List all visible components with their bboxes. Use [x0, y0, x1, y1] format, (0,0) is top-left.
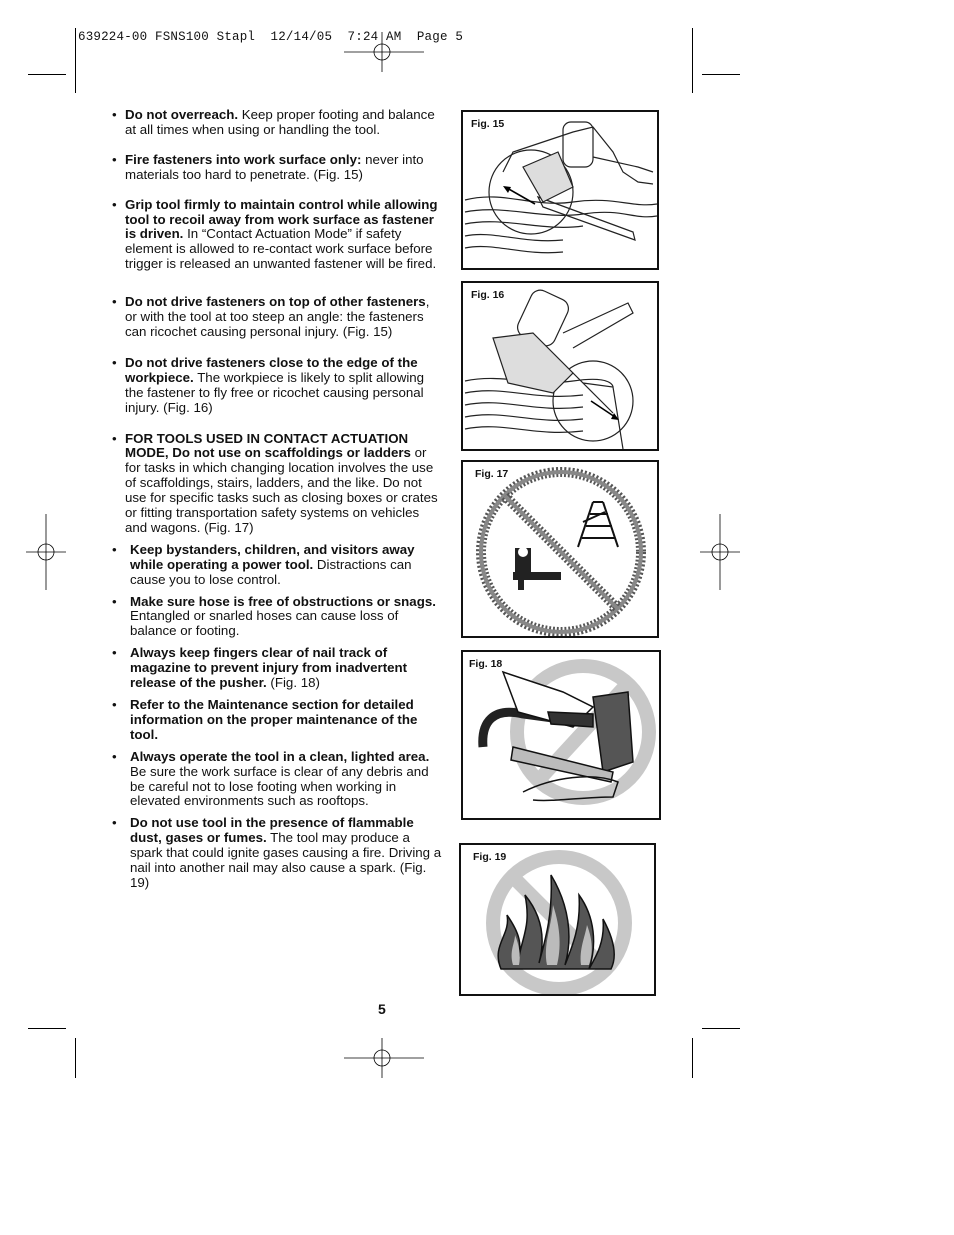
- list-item: • Do not use tool in the presence of flammable dust, gases or fumes. The tool may produce a spark that could ignite gases causing a fire. Driving a nail into another nail may also cause a spark. (Fig. 19): [112, 815, 442, 890]
- figure-label: Fig. 15: [471, 118, 505, 130]
- crop-mark: [692, 28, 693, 93]
- nailer-angle-illustration: [463, 112, 657, 268]
- figure-17: [461, 460, 659, 638]
- bullet: •: [112, 815, 117, 831]
- registration-mark-top: [344, 32, 424, 72]
- bullet: •: [112, 541, 117, 557]
- figure-15: [461, 110, 659, 270]
- crop-mark: [75, 28, 76, 93]
- page-number: 5: [378, 1001, 386, 1017]
- bullet: •: [112, 354, 117, 370]
- list-item: • Keep bystanders, children, and visitors away while operating a power tool. Distractions can cause you to lose control.: [112, 541, 415, 587]
- list-item: • Do not overreach. Keep proper footing and balance at all times when using or handling the tool.: [112, 107, 435, 137]
- no-flames-icon: [461, 845, 654, 994]
- fingers-clear-illustration: [463, 652, 659, 818]
- bullet: •: [112, 430, 117, 446]
- safety-rules-list: [112, 108, 442, 898]
- list-item: • FOR TOOLS USED IN CONTACT ACTUATION MODE, Do not use on scaffoldings or ladders or for tasks in which changing location involves the use of scaffoldings, stairs, ladders, and the like. Do not use for specific tasks such as closing boxes or crates or fitting transportation safety systems on vehicles and wagons. (Fig. 17): [112, 430, 438, 535]
- bullet: •: [112, 593, 117, 609]
- figure-label: Fig. 18: [469, 658, 503, 670]
- crop-mark: [28, 1028, 66, 1029]
- figure-16: [461, 281, 659, 451]
- crop-mark: [75, 1038, 76, 1078]
- bullet: •: [112, 748, 117, 764]
- bullet: •: [112, 107, 117, 122]
- no-ladders-icon: [463, 462, 657, 636]
- bullet: •: [112, 645, 117, 661]
- crop-mark: [692, 1038, 693, 1078]
- nailer-edge-illustration: [463, 283, 657, 449]
- print-slug: 639224-00 FSNS100 Stapl 12/14/05 7:24 AM Page 5: [78, 30, 464, 44]
- list-item: • Do not drive fasteners on top of other fasteners, or with the tool at too steep an angle: the fasteners can ricochet causing personal injury. (Fig. 15): [112, 294, 430, 339]
- crop-mark: [28, 74, 66, 75]
- registration-mark-left: [26, 514, 66, 590]
- list-item: • Do not drive fasteners close to the edge of the workpiece. The workpiece is likely to split allowing the fastener to fly free or ricochet causing personal injury. (Fig. 16): [112, 354, 425, 415]
- crop-mark: [702, 1028, 740, 1029]
- figure-18: [461, 650, 661, 820]
- list-item: • Always keep fingers clear of nail track of magazine to prevent injury from inadvertent release of the pusher. (Fig. 18): [112, 645, 408, 691]
- list-item: • Refer to the Maintenance section for detailed information on the proper maintenance of the tool.: [112, 697, 418, 742]
- registration-mark-bottom: [344, 1038, 424, 1078]
- figure-19: [459, 843, 656, 996]
- bullet: •: [112, 697, 117, 712]
- list-item: • Grip tool firmly to maintain control while allowing tool to recoil away from work surface as fastener is driven. In “Contact Actuation Mode” if safety element is allowed to re-contact work surface before trigger is released an unwanted fastener will be fired.: [112, 196, 438, 272]
- bullet: •: [112, 151, 117, 167]
- figure-label: Fig. 19: [473, 851, 507, 863]
- registration-mark-right: [700, 514, 740, 590]
- list-item: • Fire fasteners into work surface only: never into materials too hard to penetrate. (Fig. 15): [112, 151, 424, 182]
- list-item: • Make sure hose is free of obstructions or snags. Entangled or snarled hoses can cause loss of balance or footing.: [112, 593, 436, 639]
- figure-label: Fig. 16: [471, 289, 505, 301]
- figure-label: Fig. 17: [475, 468, 509, 480]
- bullet: •: [112, 196, 117, 212]
- bullet: •: [112, 294, 117, 310]
- crop-mark: [702, 74, 740, 75]
- list-item: • Always operate the tool in a clean, lighted area. Be sure the work surface is clear of any debris and be careful not to lose footing when working in elevated environments such as rooftops.: [112, 748, 430, 809]
